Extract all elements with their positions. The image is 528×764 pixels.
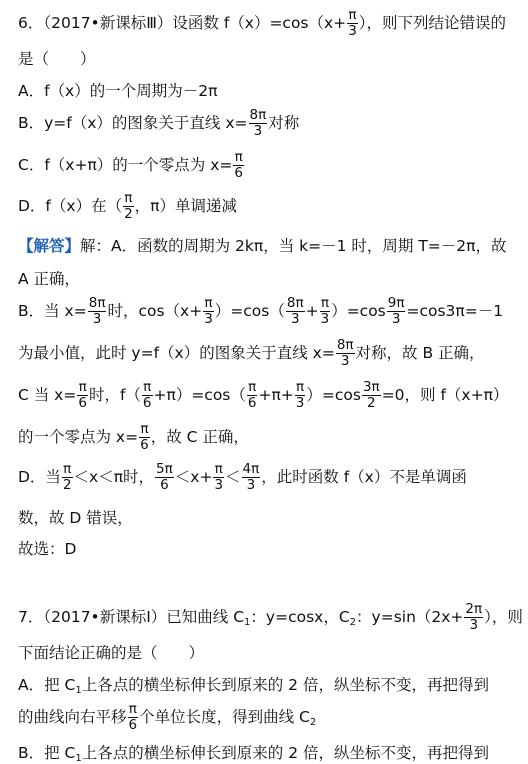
fraction: $\frac{\pi}{6}$	[128, 701, 138, 733]
q7-option-a-line2: 的曲线向右平移 $\frac{\pi}{6}$ 个单位长度，得到曲线 $C_2$	[18, 701, 317, 733]
q6-option-b: B．y=f（x）的图象关于直线 x= $\frac{8\pi}{3}$ 对称	[18, 107, 300, 139]
fraction: $\frac{\pi}{3}$	[320, 295, 330, 327]
q6-option-d: D．f（x）在（ $\frac{\pi}{2}$ ，π）单调递减	[18, 190, 238, 222]
q7-option-a-line1: A．把 $C_1$上各点的横坐标伸长到原来的 2 倍，纵坐标不变，再把得到	[18, 676, 489, 696]
fraction: $\frac{5\pi}{6}$	[156, 461, 173, 493]
fraction: $\frac{\pi}{3}$	[204, 295, 213, 327]
answer-choice: 故选：D	[18, 540, 77, 558]
answer-line2: A 正确，	[18, 270, 81, 288]
fraction: $\frac{\pi}{2}$	[124, 190, 133, 222]
fraction: $\frac{\pi}{6}$	[142, 379, 152, 411]
fraction: $\frac{\pi}{6}$	[78, 379, 87, 411]
q6-stem-line1: 6．（2017•新课标Ⅲ）设函数 f（x）=cos（x+ $\frac{\pi}{3}$ ），则下列结论错误的	[18, 7, 507, 39]
fraction: $\frac{8\pi}{3}$	[336, 337, 354, 369]
q7-stem-line2: 下面结论正确的是（ ）	[18, 644, 205, 662]
answer-line1: 【解答】解：A．函数的周期为 2kπ，当 k=－1 时，周期 T=－2π，故	[18, 237, 507, 255]
fraction: $\frac{2\pi}{3}$	[465, 601, 483, 633]
q7-option-b-line1: B．把 $C_1$上各点的横坐标伸长到原来的 2 倍，纵坐标不变，再把得到	[18, 744, 489, 764]
answer-d-line1: D．当 $\frac{\pi}{2}$ ＜x＜π时， $\frac{5\pi}{6}$ ＜x+ $\frac{\pi}{3}$ ＜ $\frac{4\pi}{3}$ ，此时函数 f（x）不是单调函	[18, 461, 467, 493]
fraction: $\frac{\pi}{6}$	[247, 379, 257, 411]
fraction: $\frac{\pi}{2}$	[62, 461, 72, 493]
fraction: $\frac{\pi}{6}$	[140, 421, 149, 453]
q6-stem-line2: 是（ ）	[18, 50, 96, 68]
answer-b-line1: B．当 x= $\frac{8\pi}{3}$ 时，cos（x+ $\frac{\pi}{3}$ ）=cos（ $\frac{8\pi}{3}$ + $\frac{\pi}{3}$ ）=cos $\frac{9\pi}{3}$ =cos3π=－1	[18, 295, 504, 327]
fraction: $\frac{3\pi}{2}$	[362, 379, 380, 411]
fraction: $\frac{8\pi}{3}$	[249, 107, 267, 139]
q6-option-a: A．f（x）的一个周期为－2π	[18, 82, 218, 100]
q6-option-c: C．f（x+π）的一个零点为 x= $\frac{\pi}{6}$	[18, 149, 243, 181]
fraction: $\frac{\pi}{3}$	[214, 461, 224, 493]
fraction: $\frac{\pi}{3}$	[348, 7, 357, 39]
fraction: $\frac{4\pi}{3}$	[242, 461, 260, 493]
fraction: $\frac{\pi}{3}$	[295, 379, 305, 411]
fraction: $\frac{8\pi}{3}$	[88, 295, 106, 327]
answer-b-line2: 为最小值，此时 y=f（x）的图象关于直线 x= $\frac{8\pi}{3}$ 对称，故 B 正确，	[18, 337, 485, 369]
q7-stem-line1: 7．（2017•新课标Ⅰ）已知曲线 $C_1$：y=cosx，$C_2$：y=sin（2x+ $\frac{2\pi}{3}$ ），则	[18, 601, 523, 633]
answer-c-line2: 的一个零点为 x= $\frac{\pi}{6}$ ，故 C 正确，	[18, 421, 249, 453]
answer-d-line2: 数，故 D 错误，	[18, 509, 133, 527]
fraction: $\frac{8\pi}{3}$	[286, 295, 304, 327]
answer-tag: 【解答】	[18, 237, 81, 255]
q6-stem-text: 6．（2017•新课标Ⅲ）设函数 f（x）=cos（x+	[18, 14, 347, 32]
answer-c-line1: C 当 x= $\frac{\pi}{6}$ 时，f（ $\frac{\pi}{6}$ +π）=cos（ $\frac{\pi}{6}$ +π+ $\frac{\pi}{3}$ ）=cos $\frac{3\pi}{2}$ =0，则 f（x+π）	[18, 379, 509, 411]
fraction: $\frac{\pi}{6}$	[234, 149, 243, 181]
fraction: $\frac{9\pi}{3}$	[387, 295, 405, 327]
